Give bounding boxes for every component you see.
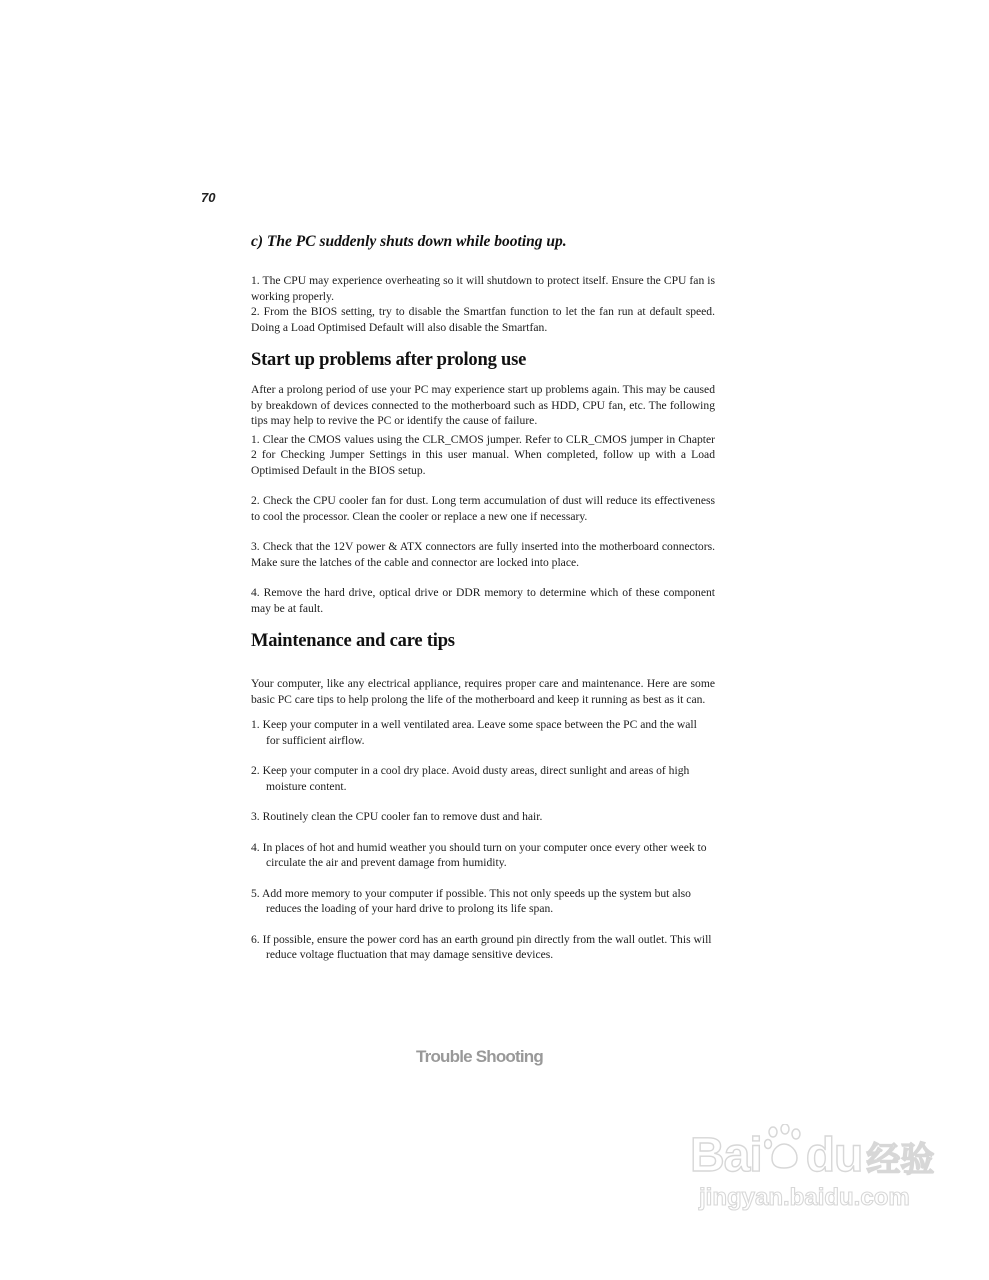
list-item: 2. Keep your computer in a cool dry place. Avoid dusty areas, direct sunlight and areas of high moisture content. — [251, 764, 690, 793]
list-item: 3. Check that the 12V power & ATX connectors are fully inserted into the motherboard connectors. Make sure the latches of the cable and connector are locked into place. — [251, 540, 715, 569]
list-item: 4. In places of hot and humid weather you should turn on your computer once every other week to circulate the air and prevent damage from humidity. — [251, 840, 707, 869]
page-content — [251, 233, 715, 963]
subsection-heading: c) The PC suddenly shuts down while booting up. — [251, 233, 567, 250]
watermark-logo: Bai — [690, 1129, 762, 1182]
page-number: 70 — [201, 190, 216, 205]
list-item: 2. Check the CPU cooler fan for dust. Long term accumulation of dust will reduce its effectiveness to cool the processor. Clean the cooler or replace a new one if necessary. — [251, 494, 715, 523]
section-title-maintenance: Maintenance and care tips — [251, 631, 455, 651]
list-item: 1. Clear the CMOS values using the CLR_CMOS jumper. Refer to CLR_CMOS jumper in Chapter 2 for Checking Jumper Settings in this user manual. When completed, follow up with a Load Optimised Default in the BIOS setup. — [251, 432, 715, 477]
list-item: 6. If possible, ensure the power cord has an earth ground pin directly from the wall outlet. This will reduce voltage fluctuation that may damage sensitive devices. — [251, 932, 712, 961]
list-item: 1. Keep your computer in a well ventilated area. Leave some space between the PC and the wall for sufficient airflow. — [251, 718, 697, 747]
list-item: 3. Routinely clean the CPU cooler fan to remove dust and hair. — [251, 810, 543, 823]
list-item: 5. Add more memory to your computer if possible. This not only speeds up the system but also reduces the loading of your hard drive to prolong its life span. — [251, 886, 691, 915]
list-item: 4. Remove the hard drive, optical drive or DDR memory to determine which of these component may be at fault. — [251, 586, 715, 615]
paragraph: After a prolong period of use your PC may experience start up problems again. This may be caused by breakdown of devices connected to the motherboard such as HDD, CPU fan, etc. The following tips may help to revive the PC or identify the cause of failure. — [251, 383, 715, 427]
watermark-chinese: 经验 — [866, 1140, 935, 1180]
watermark-logo-suffix: du — [805, 1129, 863, 1182]
paw-icon — [764, 1124, 804, 1177]
watermark-url: jingyan.baidu.com — [699, 1184, 910, 1211]
paragraph: 1. The CPU may experience overheating so it will shutdown to protect itself. Ensure the CPU fan is working properly. — [251, 274, 715, 303]
paragraph: Your computer, like any electrical appliance, requires proper care and maintenance. Here are some basic PC care tips to help prolong the life of the motherboard and keep it running as best as it can. — [251, 677, 715, 706]
section-title-startup: Start up problems after prolong use — [251, 350, 527, 370]
footer-chapter-title: Trouble Shooting — [416, 1047, 543, 1066]
baidu-watermark — [690, 1128, 935, 1211]
paragraph: 2. From the BIOS setting, try to disable the Smartfan function to let the fan run at default speed. Doing a Load Optimised Default will also disable the Smartfan. — [251, 305, 715, 334]
